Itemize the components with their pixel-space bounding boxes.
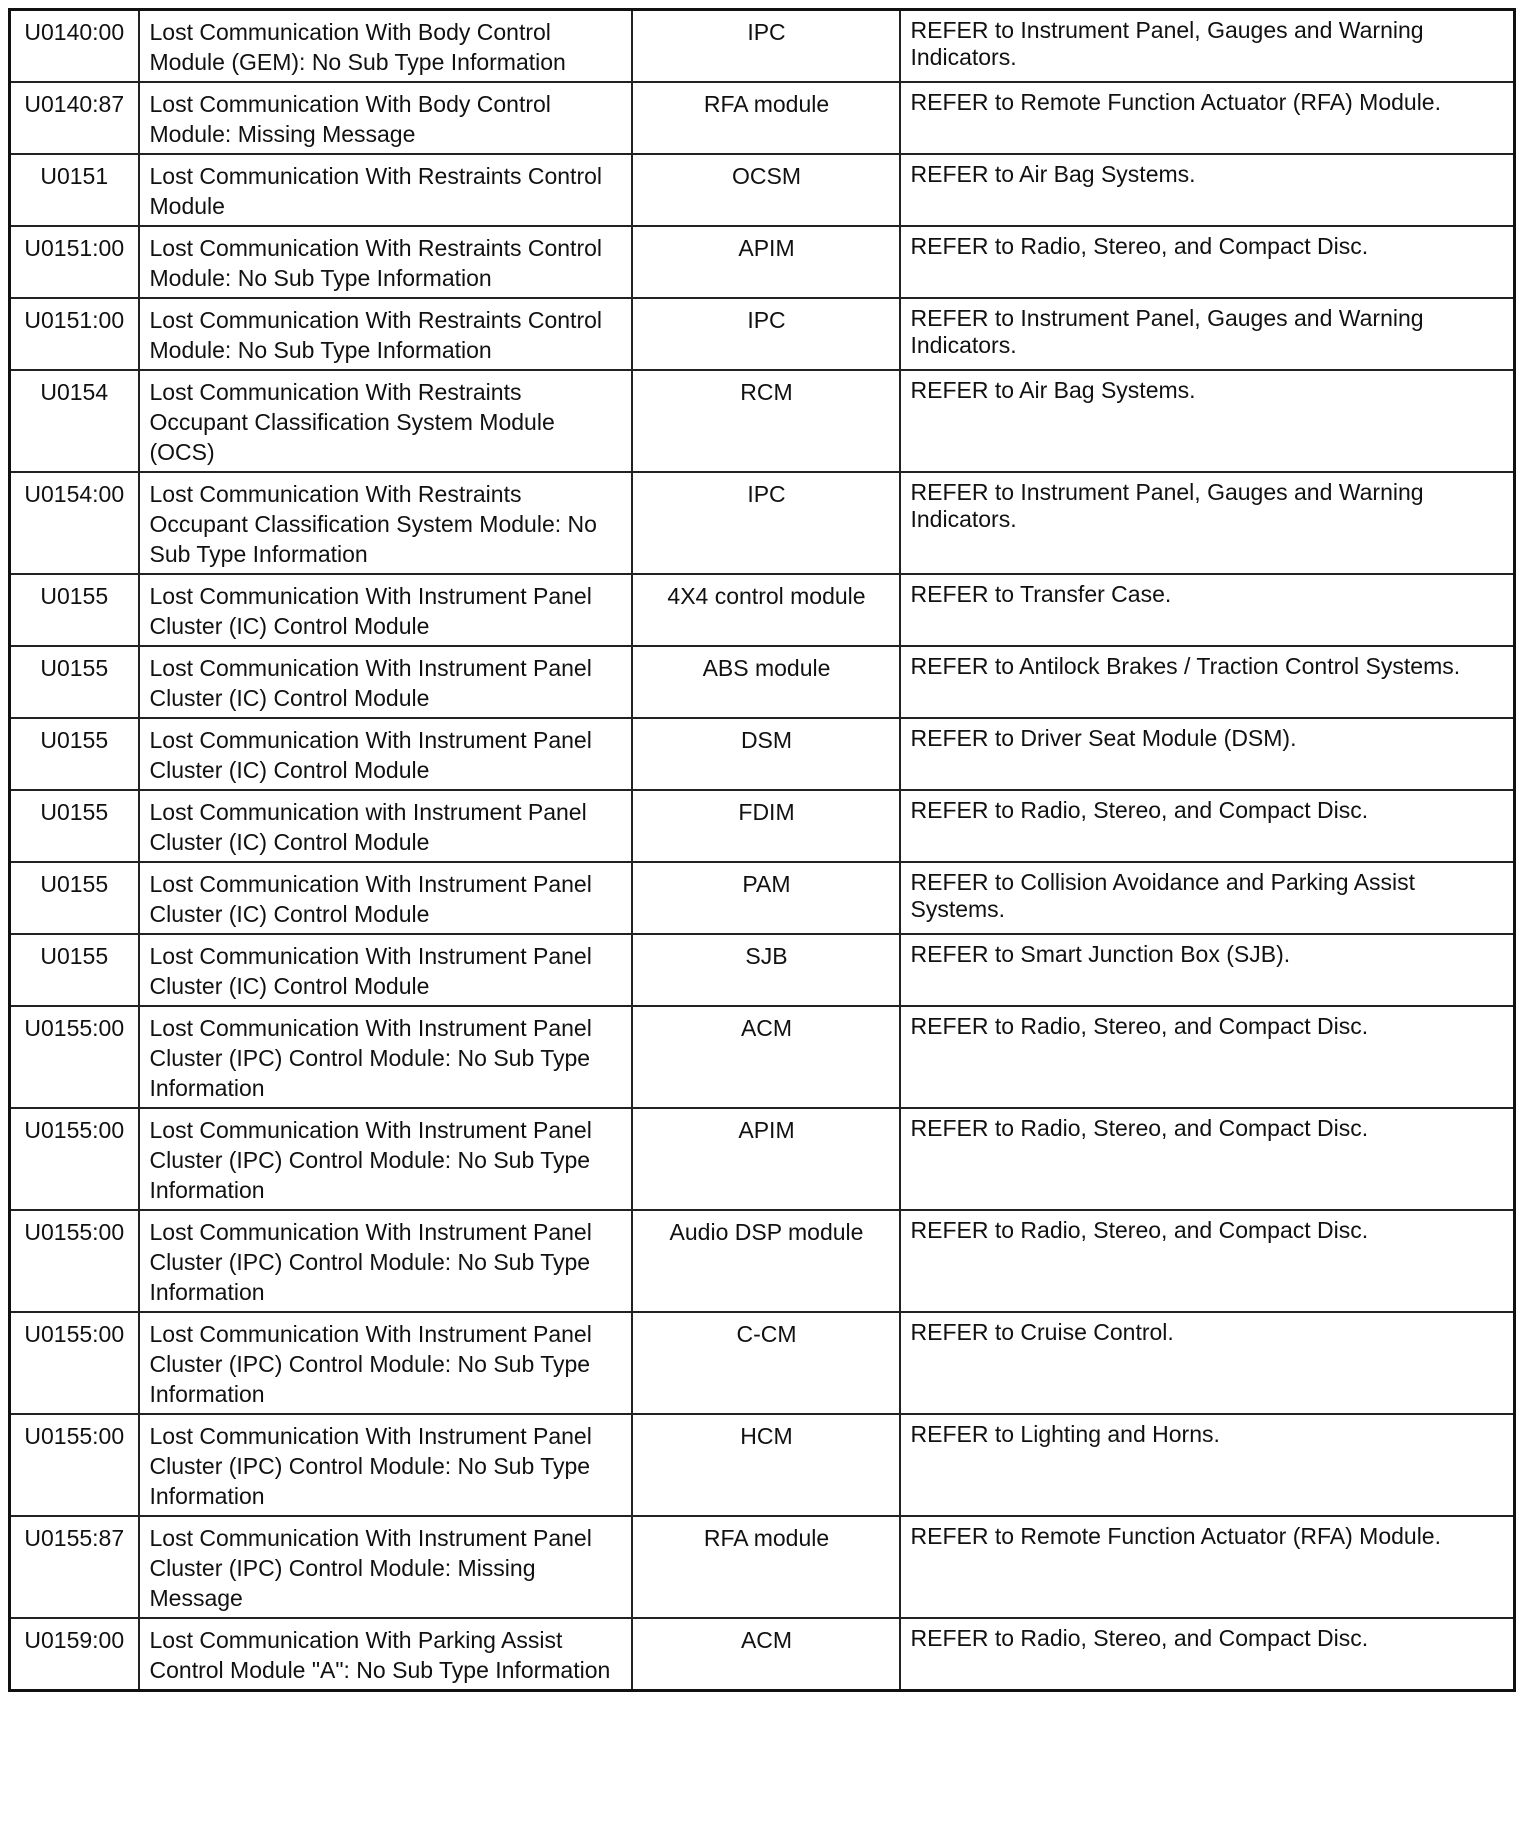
dtc-code-cell: U0151:00 xyxy=(10,298,139,370)
dtc-action-cell: REFER to Radio, Stereo, and Compact Disc. xyxy=(900,790,1515,862)
dtc-code-cell: U0155 xyxy=(10,574,139,646)
dtc-description-cell: Lost Communication With Instrument Panel Cluster (IC) Control Module xyxy=(139,862,632,934)
table-row xyxy=(10,1210,1515,1312)
dtc-action-cell: REFER to Antilock Brakes / Traction Control Systems. xyxy=(900,646,1515,718)
dtc-action-cell: REFER to Collision Avoidance and Parking Assist Systems. xyxy=(900,862,1515,934)
dtc-action-cell: REFER to Remote Function Actuator (RFA) Module. xyxy=(900,1516,1515,1618)
dtc-description-cell: Lost Communication With Instrument Panel Cluster (IPC) Control Module: No Sub Type Information xyxy=(139,1210,632,1312)
dtc-module-cell: APIM xyxy=(632,1108,900,1210)
dtc-action-cell: REFER to Instrument Panel, Gauges and Warning Indicators. xyxy=(900,472,1515,574)
dtc-action-cell: REFER to Instrument Panel, Gauges and Warning Indicators. xyxy=(900,298,1515,370)
dtc-table-body xyxy=(10,10,1515,1691)
dtc-code-cell: U0151:00 xyxy=(10,226,139,298)
dtc-description-cell: Lost Communication With Instrument Panel Cluster (IC) Control Module xyxy=(139,934,632,1006)
dtc-module-cell: PAM xyxy=(632,862,900,934)
dtc-action-cell: REFER to Driver Seat Module (DSM). xyxy=(900,718,1515,790)
dtc-action-cell: REFER to Radio, Stereo, and Compact Disc. xyxy=(900,1618,1515,1691)
dtc-module-cell: RFA module xyxy=(632,1516,900,1618)
dtc-module-cell: APIM xyxy=(632,226,900,298)
dtc-code-cell: U0154:00 xyxy=(10,472,139,574)
dtc-module-cell: IPC xyxy=(632,472,900,574)
dtc-module-cell: IPC xyxy=(632,298,900,370)
dtc-action-cell: REFER to Lighting and Horns. xyxy=(900,1414,1515,1516)
dtc-code-cell: U0140:00 xyxy=(10,10,139,83)
dtc-description-cell: Lost Communication With Instrument Panel Cluster (IC) Control Module xyxy=(139,646,632,718)
table-row xyxy=(10,790,1515,862)
table-row xyxy=(10,82,1515,154)
table-row xyxy=(10,1618,1515,1691)
dtc-action-cell: REFER to Radio, Stereo, and Compact Disc. xyxy=(900,1108,1515,1210)
dtc-action-cell: REFER to Cruise Control. xyxy=(900,1312,1515,1414)
dtc-action-cell: REFER to Air Bag Systems. xyxy=(900,370,1515,472)
dtc-module-cell: SJB xyxy=(632,934,900,1006)
dtc-module-cell: 4X4 control module xyxy=(632,574,900,646)
dtc-module-cell: ABS module xyxy=(632,646,900,718)
dtc-description-cell: Lost Communication With Restraints Occupant Classification System Module (OCS) xyxy=(139,370,632,472)
table-row xyxy=(10,934,1515,1006)
table-row xyxy=(10,718,1515,790)
dtc-module-cell: ACM xyxy=(632,1618,900,1691)
dtc-description-cell: Lost Communication With Restraints Occupant Classification System Module: No Sub Type Information xyxy=(139,472,632,574)
dtc-module-cell: Audio DSP module xyxy=(632,1210,900,1312)
table-row xyxy=(10,862,1515,934)
dtc-code-cell: U0155 xyxy=(10,934,139,1006)
dtc-description-cell: Lost Communication With Restraints Control Module xyxy=(139,154,632,226)
dtc-code-cell: U0155 xyxy=(10,646,139,718)
table-row xyxy=(10,370,1515,472)
table-row xyxy=(10,1108,1515,1210)
table-row xyxy=(10,154,1515,226)
table-row xyxy=(10,298,1515,370)
dtc-description-cell: Lost Communication With Instrument Panel Cluster (IC) Control Module xyxy=(139,574,632,646)
dtc-module-cell: OCSM xyxy=(632,154,900,226)
dtc-code-cell: U0159:00 xyxy=(10,1618,139,1691)
dtc-description-cell: Lost Communication With Restraints Control Module: No Sub Type Information xyxy=(139,226,632,298)
table-row xyxy=(10,574,1515,646)
dtc-code-cell: U0154 xyxy=(10,370,139,472)
table-row xyxy=(10,1312,1515,1414)
dtc-description-cell: Lost Communication With Instrument Panel Cluster (IC) Control Module xyxy=(139,718,632,790)
dtc-action-cell: REFER to Radio, Stereo, and Compact Disc. xyxy=(900,226,1515,298)
dtc-code-cell: U0155:00 xyxy=(10,1210,139,1312)
dtc-action-cell: REFER to Transfer Case. xyxy=(900,574,1515,646)
dtc-description-cell: Lost Communication With Instrument Panel Cluster (IPC) Control Module: No Sub Type Information xyxy=(139,1108,632,1210)
dtc-module-cell: RFA module xyxy=(632,82,900,154)
dtc-code-cell: U0140:87 xyxy=(10,82,139,154)
table-row xyxy=(10,1516,1515,1618)
table-row xyxy=(10,226,1515,298)
dtc-description-cell: Lost Communication With Instrument Panel Cluster (IPC) Control Module: No Sub Type Information xyxy=(139,1006,632,1108)
table-row xyxy=(10,472,1515,574)
dtc-code-cell: U0155:00 xyxy=(10,1108,139,1210)
dtc-code-cell: U0155:00 xyxy=(10,1312,139,1414)
dtc-description-cell: Lost Communication With Body Control Module (GEM): No Sub Type Information xyxy=(139,10,632,83)
dtc-code-cell: U0155:00 xyxy=(10,1414,139,1516)
dtc-action-cell: REFER to Instrument Panel, Gauges and Warning Indicators. xyxy=(900,10,1515,83)
dtc-module-cell: C-CM xyxy=(632,1312,900,1414)
dtc-code-cell: U0155 xyxy=(10,790,139,862)
dtc-code-cell: U0155:87 xyxy=(10,1516,139,1618)
dtc-description-cell: Lost Communication With Instrument Panel Cluster (IPC) Control Module: No Sub Type Information xyxy=(139,1414,632,1516)
dtc-code-cell: U0155 xyxy=(10,862,139,934)
dtc-module-cell: HCM xyxy=(632,1414,900,1516)
dtc-action-cell: REFER to Radio, Stereo, and Compact Disc. xyxy=(900,1210,1515,1312)
dtc-module-cell: ACM xyxy=(632,1006,900,1108)
dtc-description-cell: Lost Communication With Parking Assist Control Module "A": No Sub Type Information xyxy=(139,1618,632,1691)
dtc-action-cell: REFER to Radio, Stereo, and Compact Disc. xyxy=(900,1006,1515,1108)
dtc-description-cell: Lost Communication With Instrument Panel Cluster (IPC) Control Module: No Sub Type Information xyxy=(139,1312,632,1414)
dtc-description-cell: Lost Communication With Restraints Control Module: No Sub Type Information xyxy=(139,298,632,370)
dtc-module-cell: FDIM xyxy=(632,790,900,862)
table-row xyxy=(10,1414,1515,1516)
dtc-action-cell: REFER to Air Bag Systems. xyxy=(900,154,1515,226)
dtc-code-cell: U0151 xyxy=(10,154,139,226)
dtc-module-cell: DSM xyxy=(632,718,900,790)
dtc-module-cell: RCM xyxy=(632,370,900,472)
dtc-description-cell: Lost Communication with Instrument Panel Cluster (IC) Control Module xyxy=(139,790,632,862)
dtc-module-cell: IPC xyxy=(632,10,900,83)
dtc-code-cell: U0155 xyxy=(10,718,139,790)
table-row xyxy=(10,646,1515,718)
dtc-code-cell: U0155:00 xyxy=(10,1006,139,1108)
table-row xyxy=(10,1006,1515,1108)
dtc-description-cell: Lost Communication With Instrument Panel Cluster (IPC) Control Module: Missing Message xyxy=(139,1516,632,1618)
dtc-table xyxy=(8,8,1516,1692)
table-row xyxy=(10,10,1515,83)
dtc-action-cell: REFER to Remote Function Actuator (RFA) Module. xyxy=(900,82,1515,154)
dtc-action-cell: REFER to Smart Junction Box (SJB). xyxy=(900,934,1515,1006)
dtc-description-cell: Lost Communication With Body Control Module: Missing Message xyxy=(139,82,632,154)
